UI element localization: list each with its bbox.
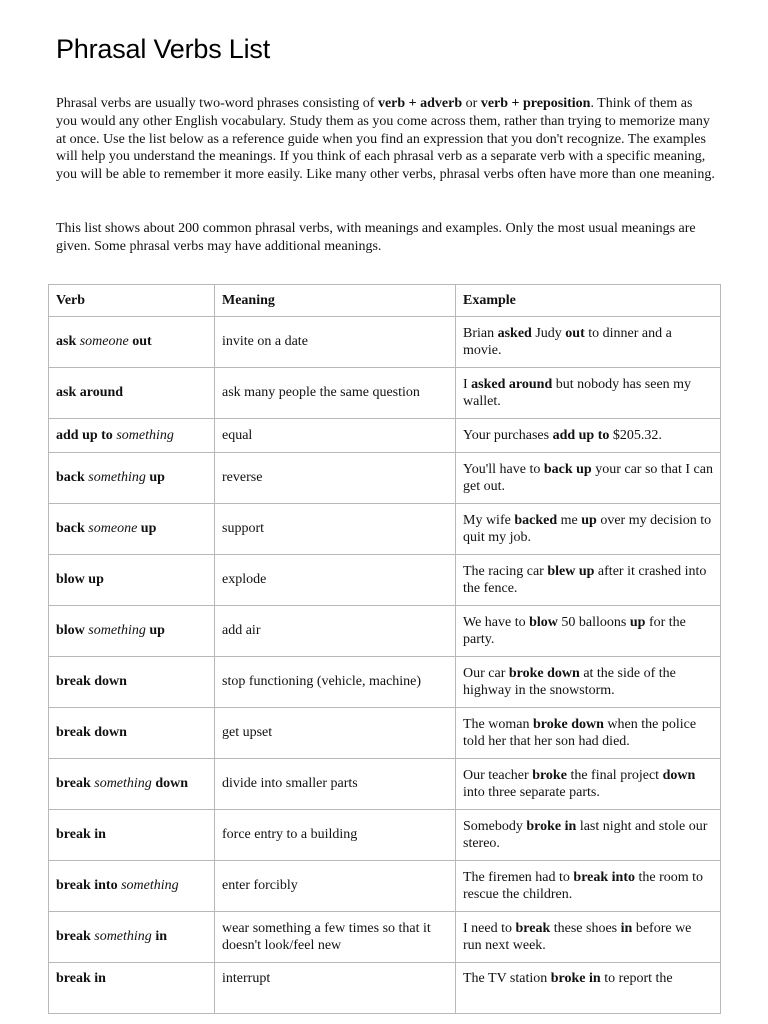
example-cell bbox=[456, 555, 721, 606]
bold-text: blow bbox=[529, 614, 558, 630]
bold-text: break down bbox=[56, 725, 127, 741]
text: $205.32. bbox=[609, 427, 662, 443]
italic-text: something bbox=[88, 623, 146, 639]
verb-cell bbox=[49, 657, 215, 708]
bold-text: asked bbox=[497, 325, 532, 341]
italic-text: something bbox=[88, 470, 146, 486]
bold-text: blow bbox=[56, 623, 89, 639]
verb-cell bbox=[49, 810, 215, 861]
meaning-cell: invite on a date bbox=[215, 317, 456, 368]
intro-text: Phrasal verbs are usually two-word phrases consisting of bbox=[56, 96, 378, 111]
text: I bbox=[463, 376, 472, 392]
italic-text: someone bbox=[88, 521, 138, 537]
meaning-cell: get upset bbox=[215, 708, 456, 759]
text: We have to bbox=[463, 614, 530, 630]
example-cell bbox=[456, 657, 721, 708]
text: but nobody has seen my wallet. bbox=[463, 376, 692, 409]
text: last night and stole our stereo. bbox=[463, 818, 708, 851]
bold-text: break into bbox=[573, 869, 635, 885]
meaning-cell: wear something a few times so that it doesn't look/feel new bbox=[215, 912, 456, 963]
bold-text: asked around bbox=[471, 376, 553, 392]
text: Our car bbox=[463, 665, 509, 681]
page-title: Phrasal Verbs List bbox=[56, 34, 271, 64]
table-row bbox=[49, 708, 721, 759]
meaning-cell: ask many people the same question bbox=[215, 368, 456, 419]
text: The TV station bbox=[463, 971, 551, 986]
meaning-cell: support bbox=[215, 504, 456, 555]
verb-cell bbox=[49, 555, 215, 606]
intro-bold-term: verb + adverb bbox=[377, 96, 463, 111]
bold-text: back bbox=[56, 521, 89, 537]
italic-text: something bbox=[116, 427, 174, 443]
text: I need to bbox=[463, 920, 516, 936]
text: these shoes bbox=[550, 920, 621, 936]
text: 50 balloons bbox=[557, 614, 630, 630]
example-cell bbox=[456, 453, 721, 504]
bold-text: out bbox=[128, 334, 152, 350]
text: over my decision to quit my job. bbox=[463, 512, 712, 545]
text: for the party. bbox=[463, 614, 686, 647]
example-text-clipped bbox=[463, 970, 713, 987]
intro-text: or bbox=[462, 96, 481, 111]
text: My wife bbox=[463, 512, 515, 528]
verb-cell bbox=[49, 317, 215, 368]
header-example: Example bbox=[456, 285, 721, 317]
bold-text: broke bbox=[532, 767, 567, 783]
text: at the side of the highway in the snowstorm. bbox=[463, 665, 676, 698]
bold-text: down bbox=[151, 776, 188, 792]
meaning-cell: interrupt bbox=[215, 963, 456, 1014]
bold-text: in bbox=[620, 920, 633, 936]
bold-text: break bbox=[56, 929, 95, 945]
example-cell bbox=[456, 419, 721, 453]
verb-cell bbox=[49, 708, 215, 759]
phrasal-verbs-table bbox=[48, 284, 721, 1014]
table-row bbox=[49, 453, 721, 504]
table-row bbox=[49, 317, 721, 368]
intro-text: . Think of them as you would any other English vocabulary. Study them as you come across them, rather than trying to memorize many at once. Use the list below as a reference guide when you find an expression that you don't recognize. The examples will help you understand the meanings. If you think of each phrasal verb as a separate verb with a specific meaning, you will be able to remember it more easily. Like many other verbs, phrasal verbs often have more than one meaning. bbox=[56, 96, 715, 183]
bold-text: break bbox=[56, 776, 95, 792]
verb-cell bbox=[49, 963, 215, 1014]
example-cell bbox=[456, 708, 721, 759]
text: The woman bbox=[463, 716, 533, 732]
italic-text: something bbox=[94, 929, 152, 945]
bold-text: broke down bbox=[532, 716, 604, 732]
bold-text: up bbox=[581, 512, 597, 528]
bold-text: back bbox=[56, 470, 89, 486]
verb-cell bbox=[49, 912, 215, 963]
bold-text: broke in bbox=[526, 818, 577, 834]
table-row bbox=[49, 657, 721, 708]
text: Somebody bbox=[463, 818, 527, 834]
example-cell bbox=[456, 912, 721, 963]
table-row bbox=[49, 810, 721, 861]
meaning-cell: divide into smaller parts bbox=[215, 759, 456, 810]
example-cell bbox=[456, 861, 721, 912]
text: The firemen had to bbox=[463, 869, 574, 885]
bold-text: ask bbox=[56, 334, 80, 350]
table-row bbox=[49, 606, 721, 657]
bold-text: up bbox=[137, 521, 157, 537]
text: the final project bbox=[566, 767, 663, 783]
bold-text: blew up bbox=[547, 563, 595, 579]
italic-text: something bbox=[121, 878, 179, 894]
text: Your purchases bbox=[463, 427, 553, 443]
text: after it crashed into the fence. bbox=[463, 563, 707, 596]
bold-text: up bbox=[629, 614, 646, 630]
bold-text: break bbox=[515, 920, 551, 936]
intro-bold-term: verb + preposition bbox=[480, 96, 591, 111]
table-header-row bbox=[49, 285, 721, 317]
bold-text: backed bbox=[514, 512, 558, 528]
meaning-cell: force entry to a building bbox=[215, 810, 456, 861]
bold-text: back up bbox=[543, 461, 592, 477]
example-cell bbox=[456, 368, 721, 419]
table-row bbox=[49, 861, 721, 912]
example-cell bbox=[456, 810, 721, 861]
text: to dinner and a movie. bbox=[463, 325, 672, 358]
text: The racing car bbox=[463, 563, 548, 579]
text: into three separate parts. bbox=[463, 785, 600, 800]
intro-paragraph-2: This list shows about 200 common phrasal verbs, with meanings and examples. Only the most usual meanings are given. Some phrasal verbs may have additional meanings. bbox=[56, 221, 696, 254]
example-cell bbox=[456, 759, 721, 810]
meaning-cell: stop functioning (vehicle, machine) bbox=[215, 657, 456, 708]
bold-text: up bbox=[145, 623, 165, 639]
text: your car so that I can get out. bbox=[463, 461, 713, 494]
verb-cell bbox=[49, 861, 215, 912]
text: Judy bbox=[531, 325, 566, 341]
bold-text: break down bbox=[56, 674, 127, 690]
bold-text: up bbox=[145, 470, 165, 486]
italic-text: something bbox=[94, 776, 152, 792]
text: Brian bbox=[463, 325, 498, 341]
verb-cell bbox=[49, 606, 215, 657]
table-row bbox=[49, 555, 721, 606]
meaning-cell: add air bbox=[215, 606, 456, 657]
bold-text: down bbox=[662, 767, 696, 783]
verb-cell bbox=[49, 419, 215, 453]
table-row bbox=[49, 368, 721, 419]
example-cell bbox=[456, 504, 721, 555]
bold-text: broke in bbox=[550, 971, 601, 986]
example-cell bbox=[456, 317, 721, 368]
meaning-cell: enter forcibly bbox=[215, 861, 456, 912]
verb-cell bbox=[49, 759, 215, 810]
text: me bbox=[557, 512, 582, 528]
text: the room to rescue the children. bbox=[463, 869, 704, 902]
verb-cell bbox=[49, 453, 215, 504]
text: before we run next week. bbox=[463, 920, 692, 953]
bold-text: ask around bbox=[56, 385, 124, 401]
bold-text: add up to bbox=[552, 427, 610, 443]
table-row bbox=[49, 963, 721, 1014]
bold-text: blow up bbox=[56, 572, 104, 588]
bold-text: broke down bbox=[508, 665, 580, 681]
italic-text: someone bbox=[79, 334, 129, 350]
text: You'll have to bbox=[463, 461, 544, 477]
text: Our teacher bbox=[463, 767, 533, 783]
table-row bbox=[49, 504, 721, 555]
verb-cell bbox=[49, 504, 215, 555]
table-row bbox=[49, 759, 721, 810]
bold-text: in bbox=[151, 929, 167, 945]
example-cell bbox=[456, 963, 721, 1014]
intro-paragraph-1 bbox=[56, 95, 716, 184]
meaning-cell: equal bbox=[215, 419, 456, 453]
meaning-cell: explode bbox=[215, 555, 456, 606]
example-cell bbox=[456, 606, 721, 657]
bold-text: break in bbox=[56, 971, 106, 986]
bold-text: break in bbox=[56, 827, 106, 843]
header-verb: Verb bbox=[49, 285, 215, 317]
meaning-cell: reverse bbox=[215, 453, 456, 504]
text: when the police told her that her son had died. bbox=[463, 716, 697, 749]
bold-text: break into bbox=[56, 878, 122, 894]
header-meaning: Meaning bbox=[215, 285, 456, 317]
table-row bbox=[49, 912, 721, 963]
bold-text: add up to bbox=[56, 427, 117, 443]
table-row bbox=[49, 419, 721, 453]
verb-cell bbox=[49, 368, 215, 419]
table-body bbox=[49, 317, 721, 1014]
text: to report the bbox=[600, 971, 673, 986]
bold-text: out bbox=[565, 325, 585, 341]
